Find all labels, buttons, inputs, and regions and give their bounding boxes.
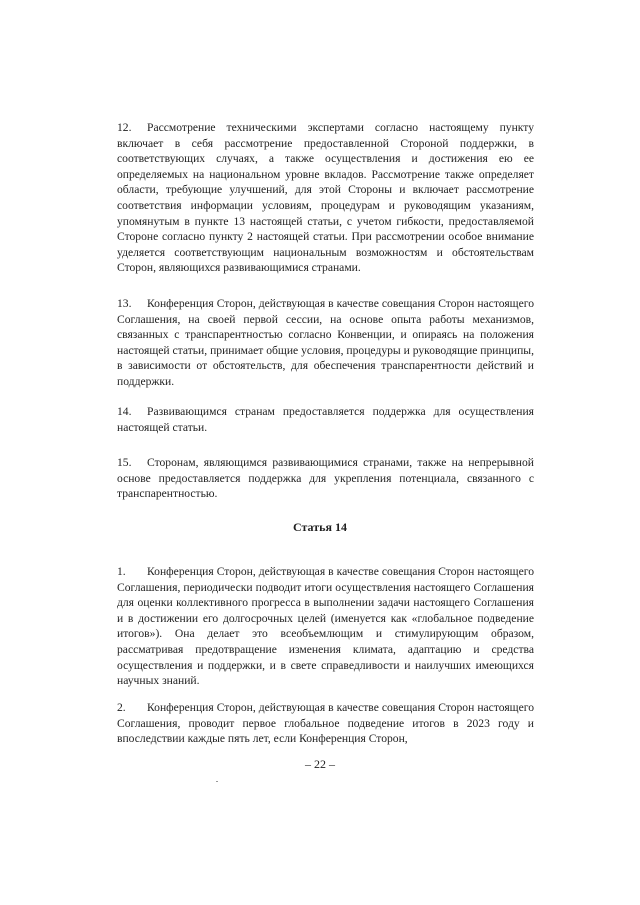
paragraph-14	[117, 404, 534, 435]
paragraph-text: Конференция Сторон, действующая в качестве совещания Сторон настоящего Соглашения, проводит первое глобальное подведение итогов в 2023 году и впоследствии каждые пять лет, если Конференция Сторон,	[117, 701, 534, 746]
article-heading: Статья 14	[293, 520, 347, 534]
paragraph-15	[117, 455, 534, 502]
paragraph-text: Сторонам, являющимся развивающимися странами, также на непрерывной основе предоставляется поддержка для укрепления потенциала, связанного с транспарентностью.	[117, 456, 534, 501]
paragraph-number: 12.	[117, 121, 132, 134]
paragraph-number: 13.	[117, 297, 132, 310]
paragraph-number: 14.	[117, 405, 132, 418]
article-paragraph-1	[117, 564, 534, 689]
article-paragraph-2	[117, 700, 534, 747]
paragraph-number: 2.	[117, 701, 126, 714]
paragraph-12	[117, 120, 534, 276]
paragraph-text: Конференция Сторон, действующая в качестве совещания Сторон настоящего Соглашения, на своей первой сессии, на основе опыта работы механизмов, связанных с транспарентностью согласно Конвенции, и опираясь на положения настоящей статьи, принимает общие условия, процедуры и руководящие принципы, в зависимости от обстоятельств, для обеспечения транспарентности действий и поддержки.	[117, 297, 534, 388]
paragraph-number: 1.	[117, 565, 126, 578]
paragraph-text: Рассмотрение техническими экспертами согласно настоящему пункту включает в себя рассмотрение предоставленной Стороной поддержки, в соответствующих случаях, а также осуществления и достижения ею ее определяемых на национальном уровне вкладов. Рассмотрение также определяет области, требующие улучшений, для этой Стороны и включает рассмотрение соответствия информации условиям, процедурам и руководящим указаниям, упомянутым в пункте 13 настоящей статьи, с учетом гибкости, предоставляемой Стороне согласно пункту 2 настоящей статьи. При рассмотрении особое внимание уделяется соответствующим национальным возможностям и обстоятельствам Сторон, являющихся развивающимися странами.	[117, 121, 534, 275]
paragraph-13	[117, 296, 534, 390]
paragraph-text: Конференция Сторон, действующая в качестве совещания Сторон настоящего Соглашения, периодически подводит итоги осуществления настоящего Соглашения для оценки коллективного прогресса в выполнении задачи настоящего Соглашения и в достижении его долгосрочных целей (именуется как «глобальное подведение итогов»). Она делает это всеобъемлющим и стимулирующим образом, рассматривая предотвращение изменения климата, адаптацию и средства осуществления и поддержки, и в свете справедливости и наилучших имеющихся научных знаний.	[117, 565, 534, 688]
paragraph-text: Развивающимся странам предоставляется поддержка для осуществления настоящей статьи.	[117, 405, 534, 434]
page-number: – 22 –	[305, 757, 335, 771]
scan-speck	[216, 781, 218, 782]
paragraph-number: 15.	[117, 456, 132, 469]
